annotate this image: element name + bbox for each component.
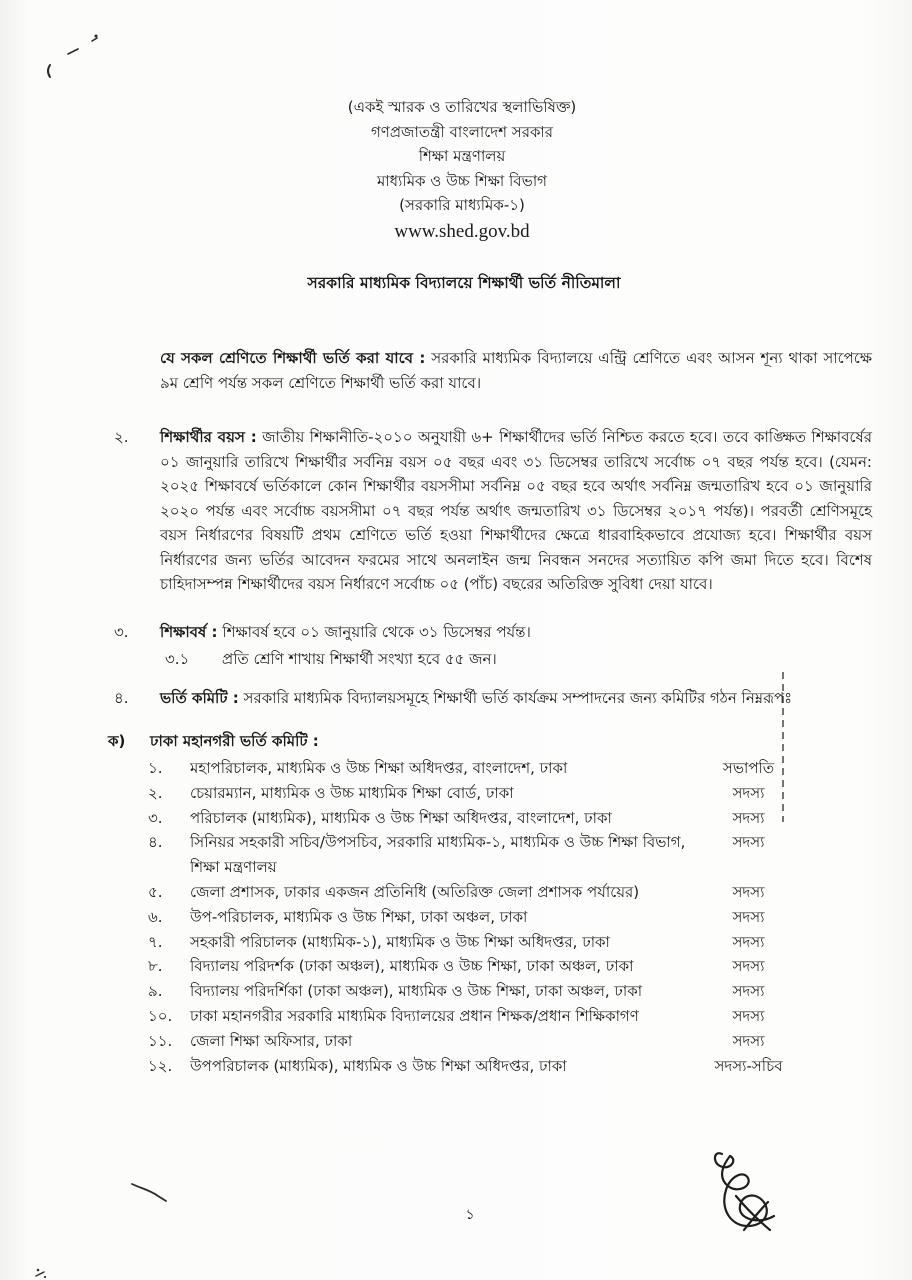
member-designation: চেয়ারম্যান, মাধ্যমিক ও উচ্চ মাধ্যমিক শিক্ষা বোর্ড, ঢাকা (190, 783, 514, 802)
section-body: সরকারি মাধ্যমিক বিদ্যালয়ে এন্ট্রি শ্রেণিতে এবং আসন শূন্য থাকা সাপেক্ষে ৯ম শ্রেণি পর্যন্ত সকল শ্রেণিতে শিক্ষার্থী ভর্তি করা যাবে। (160, 349, 872, 392)
member-number: ১০. (148, 1006, 173, 1025)
committee-member-row (0, 880, 912, 905)
committee-member-row (0, 756, 912, 781)
member-role: সদস্য (732, 982, 765, 1001)
member-number: ৬. (148, 907, 163, 926)
section-number: ৪. (114, 688, 129, 707)
section-number: ২. (114, 428, 129, 446)
committee-title: ঢাকা মহানগরী ভর্তি কমিটি : (150, 732, 319, 750)
letterhead (162, 95, 762, 245)
member-role: সদস্য (732, 882, 765, 901)
committee-member-row (0, 806, 912, 831)
committee-member-row (0, 979, 912, 1004)
member-number: ৯. (148, 982, 163, 1001)
policy-body (0, 346, 912, 1078)
section-heading: যে সকল শ্রেণিতে শিক্ষার্থী ভর্তি করা যাবে : (160, 349, 426, 367)
member-number: ৫. (148, 882, 163, 901)
section-heading: শিক্ষার্থীর বয়স : (160, 428, 257, 446)
subsection-body: প্রতি শ্রেণি শাখায় শিক্ষার্থী সংখ্যা হবে ৫৫ জন। (222, 649, 497, 668)
committee-label: ক) (108, 732, 126, 750)
branch-name: (সরকারি মাধ্যমিক-১) (399, 196, 525, 214)
member-designation: উপ-পরিচালক, মাধ্যমিক ও উচ্চ শিক্ষা, ঢাকা অঞ্চল, ঢাকা (190, 907, 528, 926)
member-role: সদস্য (732, 957, 765, 976)
division-name: মাধ্যমিক ও উচ্চ শিক্ষা বিভাগ (376, 171, 548, 190)
section-admission-committee (0, 686, 912, 711)
member-role: সদস্য (732, 1031, 765, 1050)
member-number: ৮. (148, 957, 163, 976)
committee-member-row (0, 930, 912, 955)
member-designation: পরিচালক (মাধ্যমিক), মাধ্যমিক ও উচ্চ শিক্ষা অধিদপ্তর, বাংলাদেশ, ঢাকা (190, 808, 612, 827)
section-body: শিক্ষাবর্ষ হবে ০১ জানুয়ারি থেকে ৩১ ডিসেম্বর পর্যন্ত। (222, 622, 531, 641)
committee-member-row (0, 1029, 912, 1054)
member-number: ১২. (148, 1056, 173, 1075)
section-student-age (0, 425, 912, 597)
member-number: ২. (148, 783, 163, 802)
member-role: সদস্য (732, 783, 765, 802)
ministry-name: শিক্ষা মন্ত্রণালয় (418, 147, 506, 165)
section-heading: শিক্ষাবর্ষ : (160, 622, 218, 641)
policy-title: সরকারি মাধ্যমিক বিদ্যালয়ে শিক্ষার্থী ভর্তি নীতিমালা (307, 274, 621, 292)
member-role: সভাপতি (722, 759, 775, 777)
committee-heading (0, 729, 912, 754)
government-name: গণপ্রজাতন্ত্রী বাংলাদেশ সরকার (370, 122, 554, 141)
committee-member-row (0, 781, 912, 806)
member-designation: মহাপরিচালক, মাধ্যমিক ও উচ্চ শিক্ষা অধিদপ্তর, বাংলাদেশ, ঢাকা (190, 759, 568, 777)
member-role: সদস্য-সচিব (714, 1056, 783, 1075)
member-designation: সিনিয়র সহকারী সচিব/উপসচিব, সরকারি মাধ্যমিক-১, মাধ্যমিক ও উচ্চ শিক্ষা বিভাগ, শিক্ষা মন্ত্রণালয় (190, 833, 686, 877)
website-url: www.shed.gov.bd (394, 220, 530, 242)
member-role: সদস্য (732, 1006, 765, 1025)
member-role: সদস্য (732, 907, 765, 926)
member-designation: জেলা প্রশাসক, ঢাকার একজন প্রতিনিধি (অতিরিক্ত জেলা প্রশাসক পর্যায়ের) (190, 882, 640, 901)
member-number: ৭. (148, 932, 163, 951)
member-role: সদস্য (732, 932, 765, 951)
member-number: ৩. (148, 808, 163, 827)
member-role: সদস্য (732, 808, 765, 827)
member-designation: উপপরিচালক (মাধ্যমিক), মাধ্যমিক ও উচ্চ শিক্ষা অধিদপ্তর, ঢাকা (190, 1056, 567, 1075)
member-designation: ঢাকা মহানগরীর সরকারি মাধ্যমিক বিদ্যালয়ের প্রধান শিক্ষক/প্রধান শিক্ষিকাগণ (190, 1006, 639, 1025)
signature (700, 1146, 800, 1236)
page-number: ১ (465, 1207, 475, 1223)
committee-member-row (0, 830, 912, 880)
section-number: ৩. (114, 622, 129, 641)
subsection-number: ৩.১ (165, 649, 190, 668)
member-designation: সহকারী পরিচালক (মাধ্যমিক-১), মাধ্যমিক ও উচ্চ শিক্ষা অধিদপ্তর, ঢাকা (190, 932, 610, 951)
section-academic-year (0, 620, 912, 645)
section-body: জাতীয় শিক্ষানীতি-২০১০ অনুযায়ী ৬+ শিক্ষার্থীদের ভর্তি নিশ্চিত করতে হবে। তবে কাঙ্ক্ষিত শিক্ষাবর্ষের ০১ জানুয়ারি তারিখে শিক্ষার্থীর সর্বনিম্ন বয়স ০৫ বছর এবং ৩১ ডিসেম্বর তারিখে সর্বোচ্চ ০৭ বছর পর্যন্ত হবে। (যেমন: ২০২৫ শিক্ষাবর্ষে ভর্তিকালে কোন শিক্ষার্থীর বয়সসীমা সর্বনিম্ন ০৫ বছর হবে অর্থাৎ সর্বনিম্ন জন্মতারিখ হবে ০১ জানুয়ারি ২০২০ পর্যন্ত এবং সর্বোচ্চ বয়সসীমা ০৭ বছর পর্যন্ত অর্থাৎ জন্মতারিখ ৩১ ডিসেম্বর ২০১৭ পর্যন্ত)। পরবর্তী শ্রেণিসমূহে বয়স নির্ধারণের বিষয়টি প্রথম শ্রেণিতে ভর্তি হওয়া শিক্ষার্থীদের ক্ষেত্রে ধারবাহিকভাবে প্রযোজ্য হবে। শিক্ষার্থীর বয়স নির্ধারণের জন্য ভর্তির আবেদন ফরমের সাথে অনলাইন জন্ম নিবন্ধন সনদের সত্যায়িত কপি জমা দিতে হবে। বিশেষ চাহিদাসম্পন্ন শিক্ষার্থীদের বয়স নির্ধারণে সর্বোচ্চ ০৫ (পাঁচ) বছরের অতিরিক্ত সুবিধা দেয়া যাবে। (160, 428, 873, 593)
section-heading: ভর্তি কমিটি : (160, 688, 239, 707)
member-designation: জেলা শিক্ষা অফিসার, ঢাকা (190, 1031, 353, 1050)
section-body: সরকারি মাধ্যমিক বিদ্যালয়সমূহে শিক্ষার্থী ভর্তি কার্যক্রম সম্পাদনের জন্য কমিটির গঠন নিম্নরূপঃ (243, 688, 793, 707)
committee-member-row (0, 954, 912, 979)
member-number: ১১. (148, 1031, 173, 1050)
committee-member-row (0, 1054, 912, 1079)
member-number: ১. (148, 759, 163, 777)
committee-member-row (0, 905, 912, 930)
committee-member-list (0, 756, 912, 1078)
member-number: ৪. (148, 833, 163, 852)
subsection-class-size (0, 647, 912, 672)
member-role: সদস্য (732, 833, 765, 852)
section-entry-classes (0, 346, 912, 395)
member-designation: বিদ্যালয় পরিদর্শক (ঢাকা অঞ্চল), মাধ্যমিক ও উচ্চ শিক্ষা, ঢাকা অঞ্চল, ঢাকা (190, 957, 634, 976)
member-designation: বিদ্যালয় পরিদর্শিকা (ঢাকা অঞ্চল), মাধ্যমিক ও উচ্চ শিক্ষা, ঢাকা অঞ্চল, ঢাকা (190, 982, 643, 1001)
committee-member-row (0, 1004, 912, 1029)
supersession-note: (একই স্মারক ও তারিখের স্থলাভিষিক্ত) (347, 98, 577, 116)
